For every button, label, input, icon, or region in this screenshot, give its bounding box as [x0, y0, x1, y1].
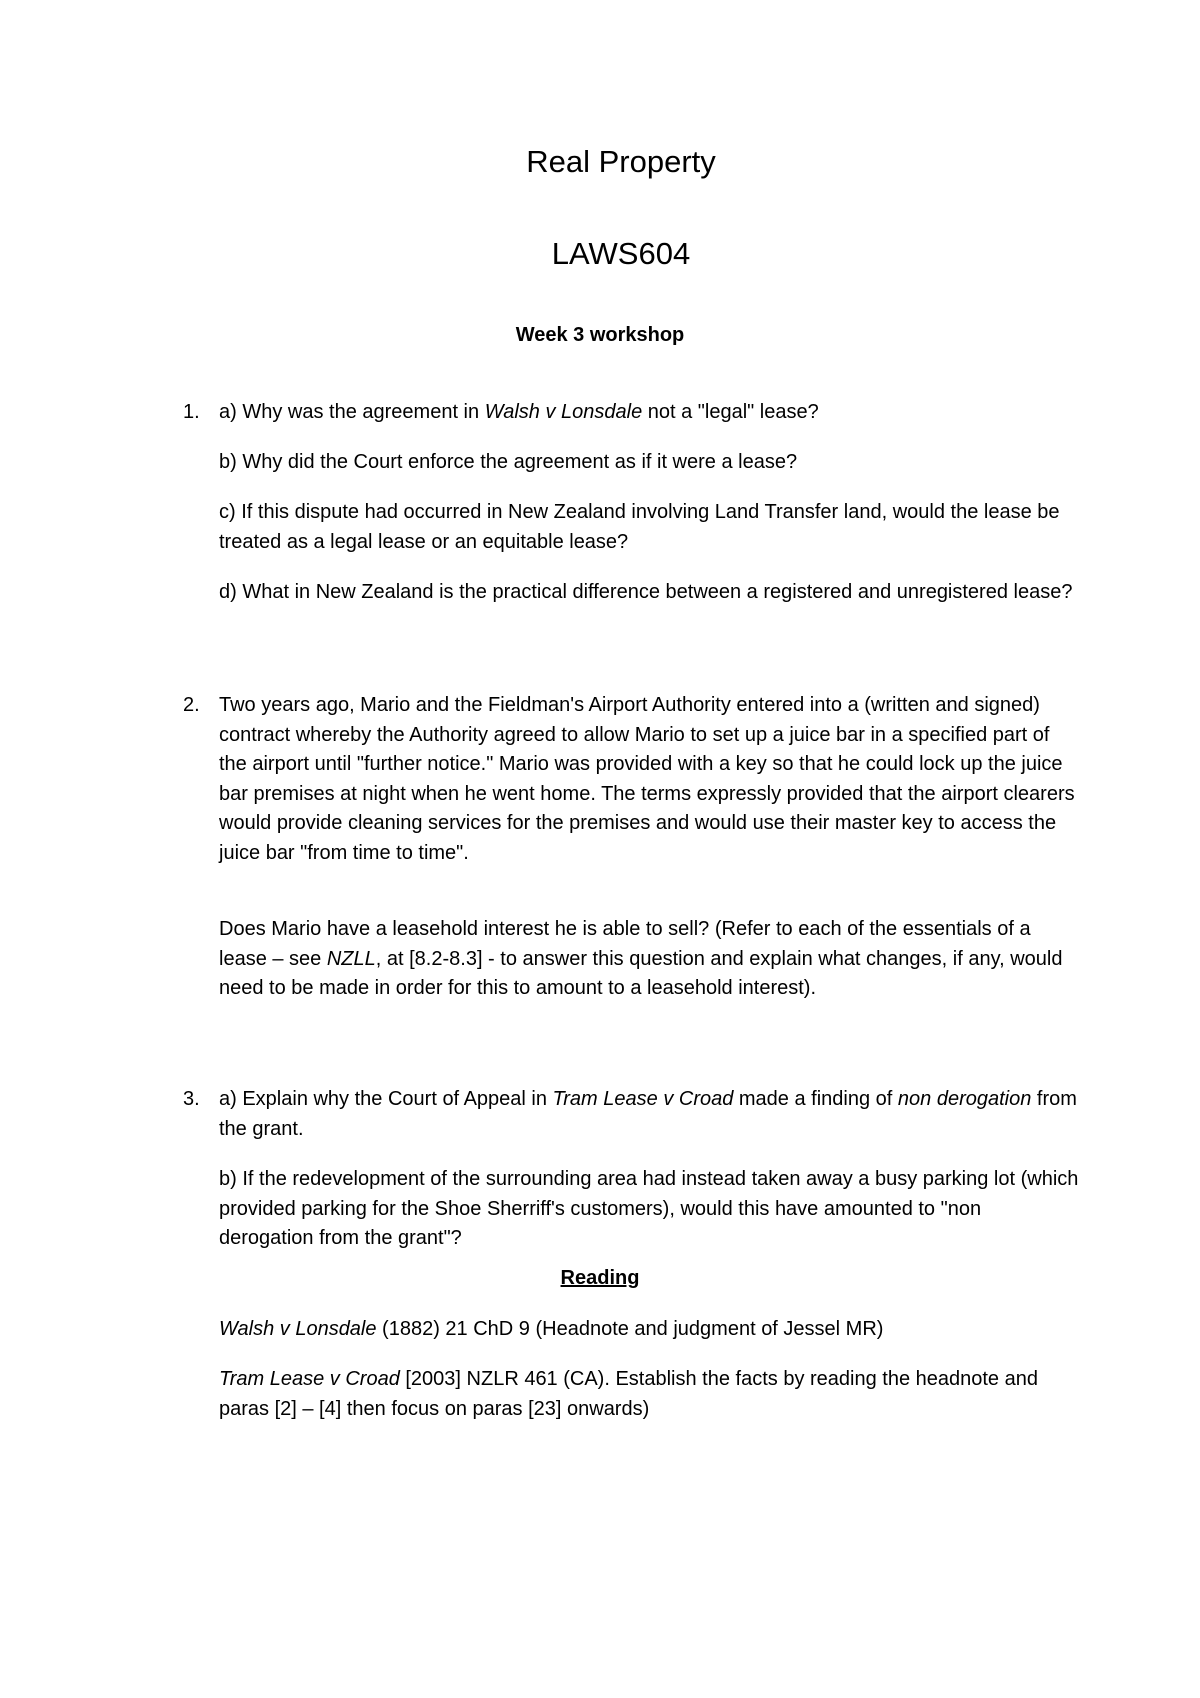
question-3a-text-start: a) Explain why the Court of Appeal in: [219, 1088, 553, 1110]
document-title: Real Property: [526, 144, 716, 179]
course-code: LAWS604: [551, 236, 691, 271]
question-2-text-end: , at [8.2-8.3] - to answer this question and explain what changes, if any, would need to be made in order for this to amount to a leasehold interest).: [219, 947, 1063, 1000]
question-1a-text-start: a) Why was the agreement in: [219, 401, 485, 423]
case-name-walsh-v-lonsdale: Walsh v Lonsdale: [484, 401, 643, 423]
case-name-tram-lease-v-croad: Tram Lease v Croad: [552, 1088, 734, 1110]
reading-citation-1: (1882) 21 ChD 9 (Headnote and judgment of Jessel MR): [376, 1318, 884, 1340]
question-2-facts: Two years ago, Mario and the Fieldman's Airport Authority entered into a (written and signed) contract whereby the Authority agreed to allow Mario to set up a juice bar in a specified part of the airport until "further notice." Mario was provided with a key so that he could lock up the juice bar premises at night when he went home. The terms expressly provided that the airport clearers would provide cleaning services for the premises and would use their master key to access the juice bar "from time to time".: [219, 694, 1075, 864]
question-3-number: 3.: [183, 1088, 200, 1110]
question-2-question: [219, 915, 1079, 1004]
question-1-number: 1.: [183, 401, 200, 423]
question-1d: d) What in New Zealand is the practical difference between a registered and unregistered lease?: [219, 581, 1073, 603]
question-3a-text-middle: made a finding of: [733, 1088, 898, 1110]
question-3b: b) If the redevelopment of the surrounding area had instead taken away a busy parking lot (which provided parking for the Shoe Sherriff's customers), would this have amounted to "non derogation from the grant"?: [219, 1168, 1079, 1250]
question-1c: c) If this dispute had occurred in New Zealand involving Land Transfer land, would the lease be treated as a legal lease or an equitable lease?: [219, 501, 1060, 553]
reading-case-1: Walsh v Lonsdale: [219, 1318, 377, 1340]
reading-item-2: [219, 1365, 1079, 1424]
question-2-number: 2.: [183, 694, 200, 716]
reading-case-2: Tram Lease v Croad: [219, 1368, 400, 1390]
term-non-derogation: non derogation: [897, 1088, 1032, 1110]
workshop-subtitle: Week 3 workshop: [515, 324, 685, 346]
reference-nzll: NZLL: [326, 947, 376, 970]
question-1b: b) Why did the Court enforce the agreement as if it were a lease?: [219, 451, 798, 473]
reading-heading: Reading: [560, 1267, 640, 1289]
question-1a-text-end: not a "legal" lease?: [642, 401, 819, 423]
reading-item-1: [219, 1315, 1079, 1345]
question-3a: [219, 1085, 1079, 1144]
question-2-text-start: Does Mario have a leasehold interest he is able to sell? (Refer to each of the essentials of a lease – see: [219, 918, 1031, 970]
question-1a: [219, 398, 1079, 428]
question-3a-text-end: from the grant.: [219, 1088, 1077, 1140]
reading-citation-2: [2003] NZLR 461 (CA). Establish the facts by reading the headnote and paras [2] – [4] then focus on paras [23] onwards): [219, 1368, 1038, 1420]
